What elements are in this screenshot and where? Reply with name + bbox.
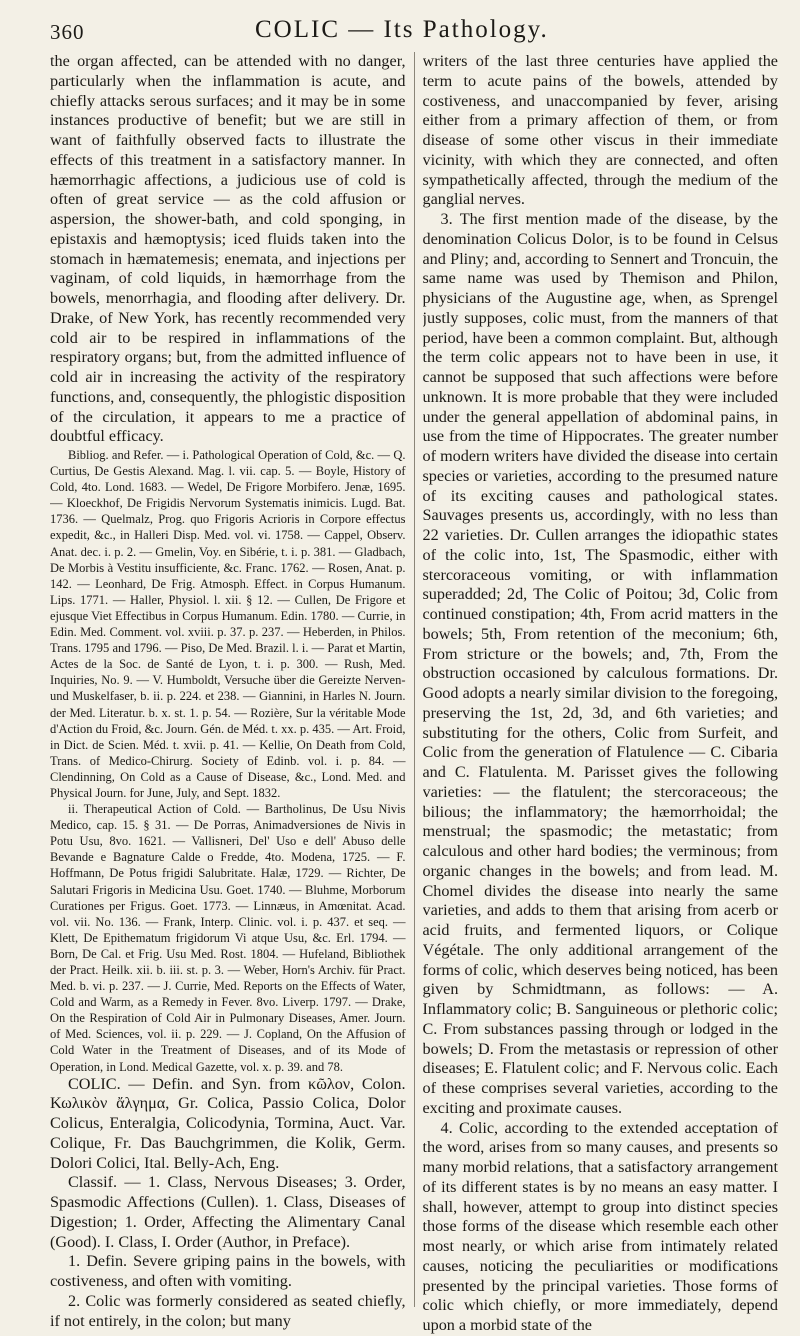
classification: Classif. — 1. Class, Nervous Diseases; 3. Order, Spasmodic Affections (Cullen). 1. Class, Diseases of Digestion; 1. Order, Affecting the Alimentary Canal (Good). I. Class, I. Order (Author, in Preface). [50, 1173, 406, 1251]
text-columns [50, 52, 778, 1336]
running-head: COLIC — Its Pathology. [255, 16, 549, 43]
paragraph-cold-treatment: the organ affected, can be attended with no danger, particularly when the inflammation is acute, and chiefly attacks serous surfaces; and it may be in some instances productive of benefit; but we are still in want of faithfully observed facts to illustrate the effects of this treatment in a satisfactory manner. In hæmorrhagic affections, a judicious use of cold is often of great service — as the cold affusion or aspersion, the shower-bath, and cold sponging, in epistaxis and hæmoptysis; iced fluids taken into the stomach in hæmatemesis; enemata, and injections per vaginam, of cold liquids, in hæmorrhage from the bowels, menorrhagia, and flooding after delivery. Dr. Drake, of New York, has recently recommended very cold air to be respired in inflammations of the respiratory organs; but, from the admitted influence of cold air in increasing the activity of the respiratory functions, and, consequently, the phlogistic disposition of the circulation, it appears to me a practice of doubtful efficacy. [50, 52, 406, 446]
paragraph-3: 3. The first mention made of the disease, by the denomination Colicus Dolor, is to be found in Celsus and Pliny; and, according to Sennert and Troncuin, the same name was used by Themison and Philon, physicians of the Augustine age, when, as Sprengel justly supposes, colic must, from the manners of that period, have been a common complaint. But, although the term colic appears not to have been in use, it cannot be supposed that such affections were before unknown. It is more probable that they were included under the general appellation of abdominal pains, in use from the time of Hippocrates. The greater number of modern writers have divided the disease into certain species or varieties, according to the presumed nature of its exciting causes and pathological states. Sauvages presents us, accordingly, with no less than 22 varieties. Dr. Cullen arranges the idiopathic states of the colic into, 1st, The Spasmodic, either with stercoraceous vomiting, or with inflammation superadded; 2d, The Colic of Poitou; 3d, Colic from continued constipation; 4th, From acrid matters in the bowels; 5th, From retention of the meconium; 6th, From stricture or the bowels; and, 7th, From the obstruction occasioned by calculous formations. Dr. Good adopts a nearly similar division to the foregoing, preserving the 1st, 2d, 3d, and 6th varieties; and substituting for the others, Colic from Surfeit, and Colic from the generation of Flatulence — C. Cibaria and C. Flatulenta. M. Parisset gives the following varieties: — the flatulent; the stercoraceous; the bilious; the inflammatory; the hæmorrhoidal; the menstrual; the spasmodic; the metastatic; from calculous and other hard bodies; the verminous; from organic changes in the bowels; and from lead. M. Chomel divides the disease into nearly the same varieties, and adds to them that arising from acerb or acid fruits, and fermented liquors, or Colique Végétale. The only additional arrangement of the forms of colic, which deserves being noticed, has been given by Schmidtmann, as follows: — A. Inflammatory colic; B. Sanguineous or plethoric colic; C. From substances passing through or lodged in the bowels; D. From the metastasis or repression of other diseases; E. Flatulent colic; and F. Nervous colic. Each of these comprises several varieties, according to the exciting and proximate causes. [422, 210, 778, 1117]
page-number: 360 [50, 20, 85, 44]
bibliography-therapeutical: ii. Therapeutical Action of Cold. — Bartholinus, De Usu Nivis Medico, cap. 15. § 31. — De Porras, Animadversiones de Nivis in Potu Usu, 8vo. 1621. — Vallisneri, Del' Uso e dell' Abuso delle Bevande e Bagnature Calde o Fredde, 4to. Modena, 1725. — F. Hoffmann, De Potus frigidi Salubritate. Halæ, 1729. — Richter, De Salutari Frigoris in Medicina Usu. Goet. 1740. — Bluhme, Morborum Curationes per Frigus. Goet. 1773. — Linnæus, in Amœnitat. Acad. vol. vii. No. 136. — Frank, Interp. Clinic. vol. i. p. 437. et seq. — Klett, De Epithematum frigidorum Vi atque Usu, &c. Erl. 1794. — Born, De Cal. et Frig. Usu Med. Rost. 1804. — Hufeland, Bibliothek der Pract. Heilk. xii. b. iii. st. p. 3. — Weber, Horn's Archiv. für Pract. Med. b. vi. p. 237. — J. Currie, Med. Reports on the Effects of Water, Cold and Warm, as a Remedy in Fever. 8vo. Liverp. 1797. — Drake, On the Respiration of Cold Air in Pulmonary Diseases, Amer. Journ. of Med. Sciences, vol. ii. p. 229. — J. Copland, On the Affusion of Cold Water in the Treatment of Diseases, and of its Mode of Operation, in Lond. Medical Gazette, vol. x. p. 39. and 78. [50, 802, 406, 1074]
paragraph-4: 4. Colic, according to the extended acceptation of the word, arises from so many causes, and presents so many morbid relations, that a satisfactory arrangement of its different states is by no means an easy matter. I shall, however, attempt to group into distinct species those forms of the disease which resemble each other most nearly, or which arise from intimately related causes, noticing the peculiarities or modifications presented by the principal varieties. Those forms of colic which chiefly, or more immediately, depend upon a morbid state of the [422, 1118, 778, 1334]
paragraph-2: 2. Colic was formerly considered as seated chiefly, if not entirely, in the colon; but many [50, 1291, 406, 1330]
bibliography-pathological: Bibliog. and Refer. — i. Pathological Operation of Cold, &c. — Q. Curtius, De Gestis Alexand. Mag. l. vii. cap. 5. — Boyle, History of Cold, 4to. Lond. 1683. — Wedel, De Frigore Morbifero. Jenæ, 1695. — Kloeckhof, De Frigidis Nervorum Systematis inimicis. Lugd. Bat. 1736. — Quelmalz, Prog. quo Frigoris Acrioris in Corpore effectus expedit, &c., in Halleri Disp. Med. vol. vi. 1758. — Cappel, Observ. Anat. dec. i. p. 2. — Gmelin, Voy. en Sibérie, t. i. p. 381. — Gladbach, De Morbis à Vestitu insufficiente, &c. Franc. 1762. — Rosen, Anat. p. 142. — Leonhard, De Frig. Atmosph. Effect. in Corpus Humanum. Lips. 1771. — Haller, Physiol. l. xii. § 12. — Cullen, De Frigore et ejusque Viet Effectibus in Corpus Humanum. Edin. 1780. — Currie, in Edin. Med. Comment. vol. xviii. p. 37. p. 237. — Heberden, in Philos. Trans. 1795 and 1796. — Piso, De Med. Brazil. l. i. — Parat et Martin, Actes de la Soc. de Santé de Lyon, t. i. p. 300. — Rush, Med. Inquiries, No. 9. — V. Humboldt, Versuche über die Gereizte Nerven-und Muskelfaser, b. ii. p. 224. et 238. — Giannini, in Harles N. Journ. der Med. Literatur. b. x. st. 1. p. 54. — Rozière, Sur la véritable Mode d'Action du Froid, &c. Journ. Gén. de Méd. t. xx. p. 435. — Art. Froid, in Dict. de Scien. Méd. t. xvii. p. 41. — Kellie, On Death from Cold, Trans. of Medico-Chirurg. Society of Edinb. vol. i. p. 84. — Clendinning, On Cold as a Cause of Disease, &c., Lond. Med. and Physical Journ. for June, July, and Sept. 1832. [50, 448, 406, 800]
page-header [50, 14, 778, 52]
paragraph-continued: writers of the last three centuries have applied the term to acute pains of the bowels, attended by costiveness, and unaccompanied by fever, arising either from a primary affection of them, or from disease of some other viscus in their immediate vicinity, with which they are connected, and often sympathetically affected, through the medium of the ganglial nerves. [422, 52, 778, 209]
left-column [50, 52, 406, 1331]
right-column [423, 52, 779, 1336]
column-divider [414, 52, 415, 1307]
paragraph-definition: 1. Defin. Severe griping pains in the bowels, with costiveness, and often with vomiting. [50, 1252, 406, 1291]
colic-heading: COLIC. — Defin. and Syn. from κῶλον, Colon. Κωλικὸν ἄλγημα, Gr. Colica, Passio Colica, Dolor Colicus, Enteralgia, Colicodynia, Tormina, Auct. Var. Colique, Fr. Das Bauchgrimmen, die Kolik, Germ. Dolori Colici, Ital. Belly-Ach, Eng. [50, 1074, 406, 1172]
